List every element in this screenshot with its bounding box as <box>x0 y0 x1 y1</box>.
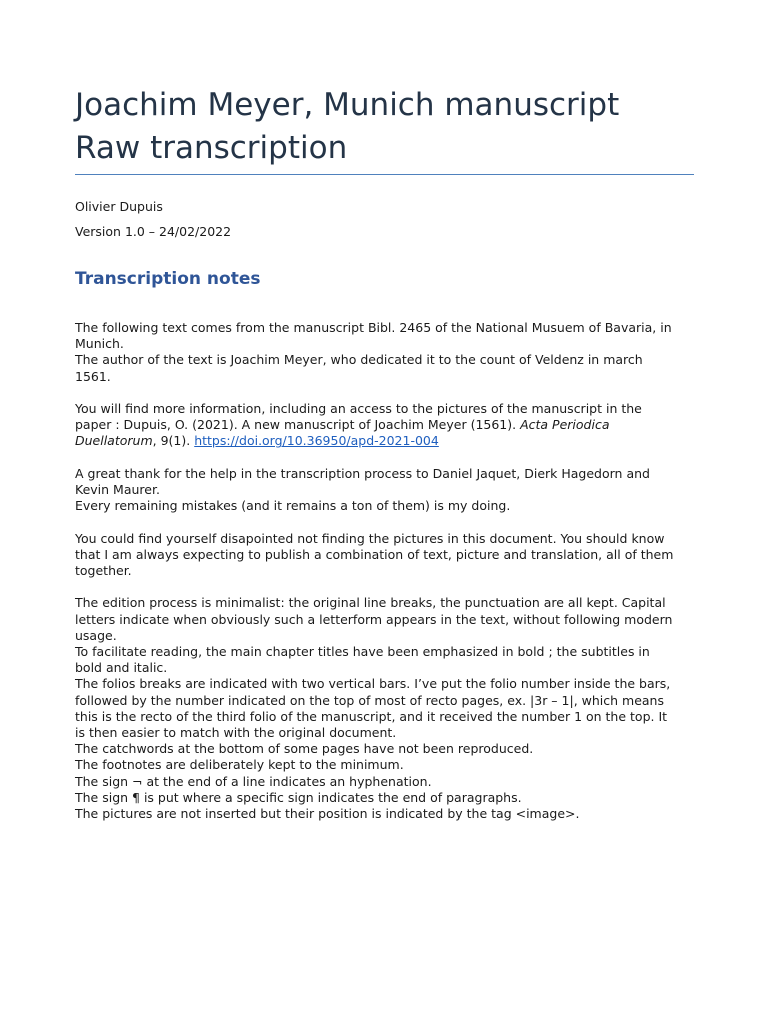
document-title-line-2: Raw transcription <box>75 130 348 166</box>
text-line: The following text comes from the manuscript Bibl. 2465 of the National Musuem of Bavaria, in <box>75 320 672 335</box>
doi-link[interactable]: https://doi.org/10.36950/apd-2021-004 <box>194 433 439 449</box>
paragraph-source <box>75 320 693 385</box>
text-line: You will find more information, including an access to the pictures of the manuscript in the <box>75 401 642 416</box>
text-line <box>75 433 693 449</box>
paragraph-edition-process <box>75 595 693 822</box>
version-date: Version 1.0 – 24/02/2022 <box>75 224 232 239</box>
text-line: To facilitate reading, the main chapter titles have been emphasized in bold ; the subtitles in <box>75 644 650 659</box>
text-line: usage. <box>75 627 117 643</box>
citation-volume: , 9(1). <box>152 433 195 449</box>
text-line: this is the recto of the third folio of the manuscript, and it received the number 1 on the top. It <box>75 708 668 724</box>
text-line: Every remaining mistakes (and it remains a ton of them) is my doing. <box>75 498 511 514</box>
text-line <box>75 417 693 433</box>
text-line: followed by the number indicated on the top of most of recto pages, ex. |3r – 1|, which means <box>75 692 664 708</box>
paragraph-thanks <box>75 466 693 515</box>
text-line: The edition process is minimalist: the original line breaks, the punctuation are all kept. Capital <box>75 595 666 611</box>
text-line: The catchwords at the bottom of some pages have not been reproduced. <box>75 741 534 757</box>
citation-text: paper : Dupuis, O. (2021). A new manuscript of Joachim Meyer (1561). <box>75 417 521 433</box>
title-divider <box>75 174 694 175</box>
paragraph-reference <box>75 401 693 450</box>
author-name: Olivier Dupuis <box>75 199 163 214</box>
text-line: together. <box>75 563 132 578</box>
text-line: Kevin Maurer. <box>75 482 160 497</box>
text-line: is then easier to match with the original document. <box>75 725 397 741</box>
text-line: You could find yourself disapointed not finding the pictures in this document. You should know <box>75 530 665 546</box>
text-line: bold and italic. <box>75 660 168 676</box>
text-line: The sign ¬ at the end of a line indicates an hyphenation. <box>75 773 432 789</box>
text-line: The footnotes are deliberately kept to the minimum. <box>75 757 404 773</box>
text-line: Munich. <box>75 336 124 352</box>
journal-name-part-1: Acta Periodica <box>520 417 610 433</box>
text-line: 1561. <box>75 368 111 384</box>
document-title-line-1: Joachim Meyer, Munich manuscript <box>75 87 620 123</box>
paragraph-pictures-note <box>75 531 693 580</box>
text-line: letters indicate when obviously such a letterform appears in the text, without following modern <box>75 611 673 627</box>
text-line: The sign ¶ is put where a specific sign indicates the end of paragraphs. <box>75 789 522 805</box>
section-heading: Transcription notes <box>75 269 261 289</box>
journal-name-part-2: Duellatorum <box>75 433 153 449</box>
text-line: The folios breaks are indicated with two vertical bars. I’ve put the folio number inside the bars, <box>75 676 671 692</box>
text-line: A great thank for the help in the transcription process to Daniel Jaquet, Dierk Hagedorn and <box>75 465 650 481</box>
text-line: that I am always expecting to publish a combination of text, picture and translation, all of them <box>75 546 674 562</box>
text-line: The pictures are not inserted but their position is indicated by the tag <image>. <box>75 806 580 822</box>
text-line: The author of the text is Joachim Meyer, who dedicated it to the count of Veldenz in march <box>75 352 643 368</box>
